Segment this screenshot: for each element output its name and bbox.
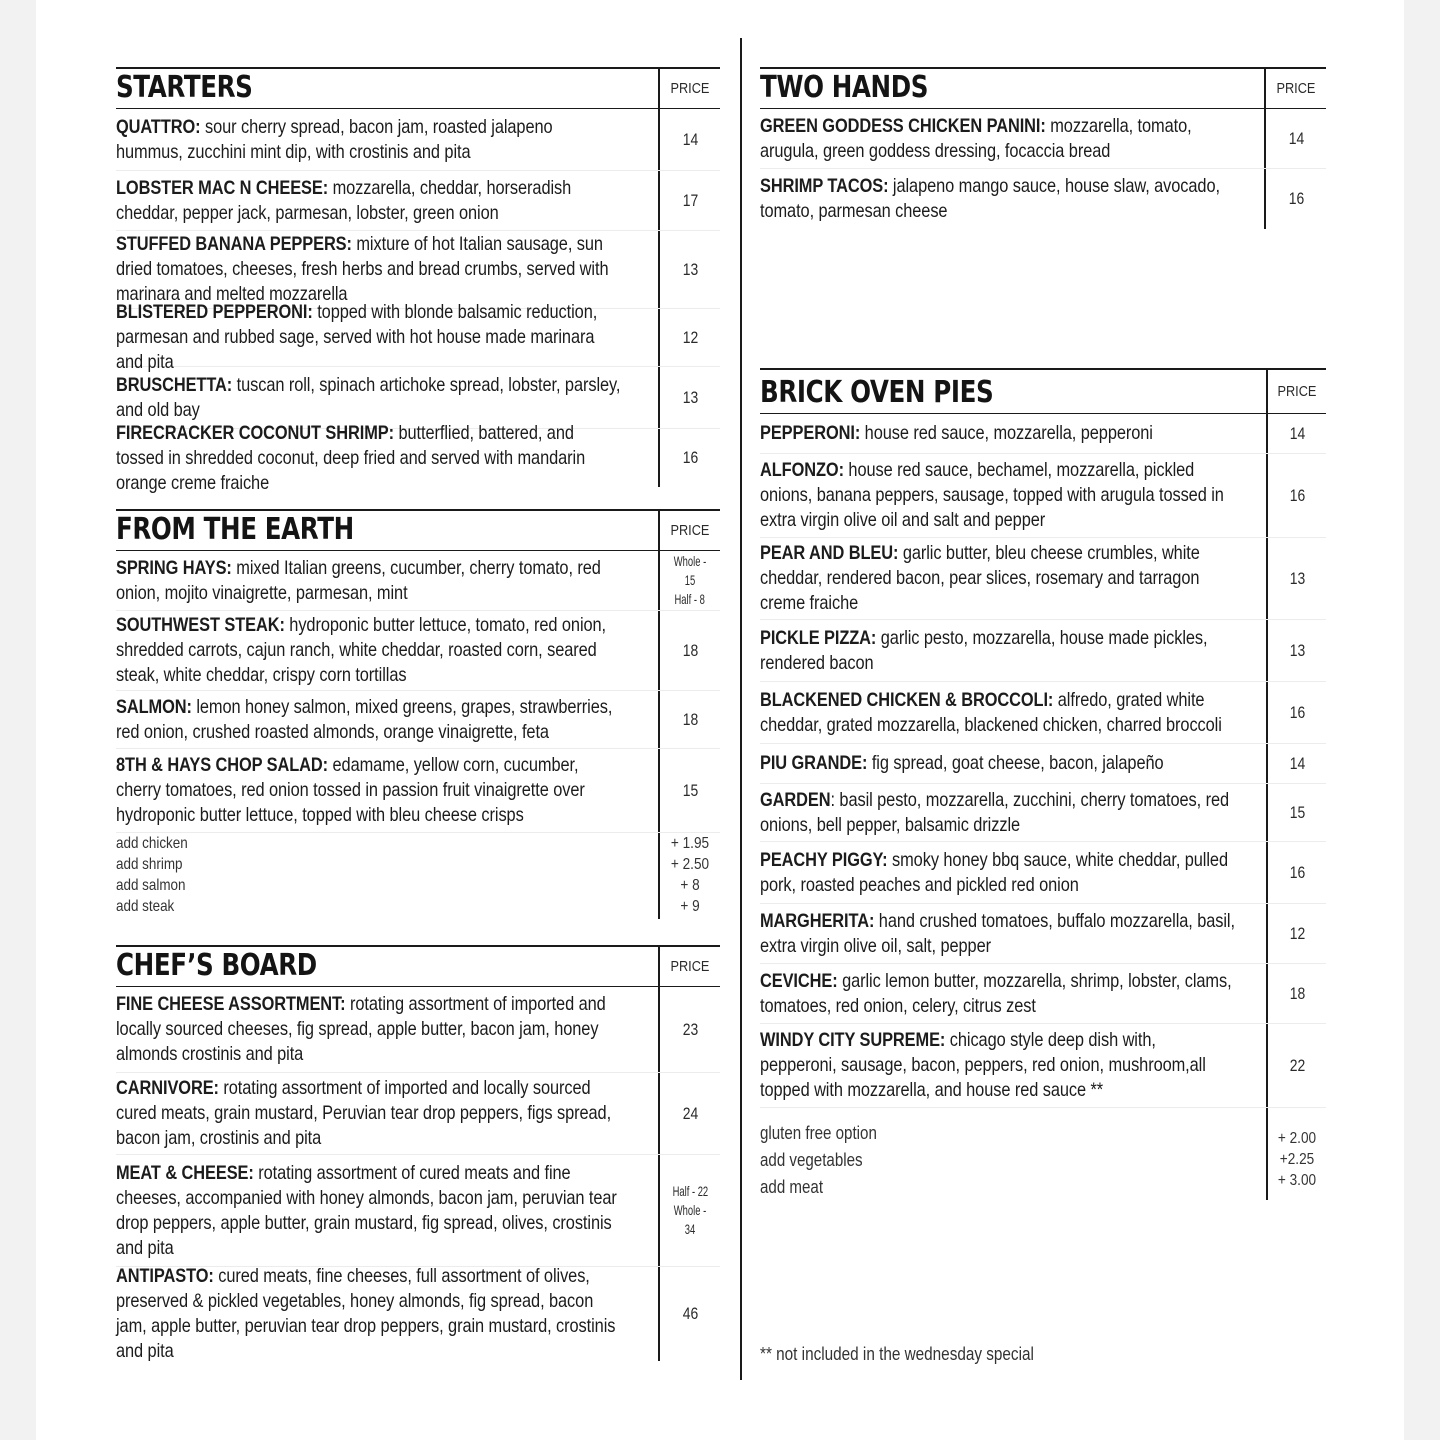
addon-prices [1268, 1128, 1326, 1191]
item-price: 16 [682, 448, 698, 467]
addon-price: + 2.50 [670, 856, 710, 873]
item-name: MEAT & CHEESE: [116, 1161, 254, 1184]
item-description: tuscan roll, spinach artichoke spread, lobster, parsley, and old bay [116, 373, 621, 421]
item-description: garlic lemon butter, mozzarella, shrimp, lobster, clams, tomatoes, red onion, celery, citrus zest [760, 969, 1232, 1017]
item-name: LOBSTER MAC N CHEESE: [116, 176, 329, 199]
item-name: SOUTHWEST STEAK: [116, 614, 285, 636]
item-description: chicago style deep dish with, pepperoni, sausage, bacon, peppers, red onion, mushroom,all topped with mozzarella, and house red sauce ** [760, 1029, 1206, 1101]
section-brick-oven-pies [760, 368, 1326, 1200]
menu-item [116, 231, 720, 309]
addon-label: add salmon [116, 877, 186, 894]
item-name: PEACHY PIGGY: [760, 848, 888, 871]
item-name: MARGHERITA: [760, 909, 875, 932]
item-price: 14 [1288, 128, 1304, 148]
menu-item [116, 749, 720, 833]
item-description: alfredo, grated white cheddar, grated mozzarella, blackened chicken, charred broccoli [760, 688, 1222, 736]
menu-item [760, 1024, 1326, 1108]
menu-item [116, 1073, 720, 1155]
item-description: hydroponic butter lettuce, tomato, red onion, shredded carrots, cajun ranch, white cheddar, roasted corn, seared steak, white cheddar, crispy corn tortillas [116, 614, 607, 686]
price-column-label: PRICE [1266, 370, 1326, 413]
menu-item [116, 987, 720, 1073]
section-title: BRICK OVEN PIES [760, 375, 994, 410]
item-description: jalapeno mango sauce, house slaw, avocado, tomato, parmesan cheese [760, 175, 1220, 222]
menu-item [116, 1155, 720, 1267]
item-price: 15 [1289, 802, 1305, 822]
item-price: 24 [682, 1103, 698, 1123]
menu-item [116, 109, 720, 171]
menu-item [116, 1267, 720, 1361]
menu-item [760, 538, 1326, 620]
addon-price: + 8 [680, 877, 700, 894]
item-description: fig spread, goat cheese, bacon, jalapeño [867, 752, 1164, 774]
item-price: 13 [1289, 568, 1305, 588]
item-name: GARDEN [760, 788, 831, 811]
item-price: 14 [1289, 753, 1305, 773]
menu-item [116, 551, 720, 611]
item-name: PIU GRANDE: [760, 752, 868, 774]
item-price: 14 [682, 129, 698, 149]
addon-label: add steak [116, 898, 175, 915]
item-name: ANTIPASTO: [116, 1265, 214, 1287]
item-name: GREEN GODDESS CHICKEN PANINI: [760, 114, 1046, 137]
item-description: topped with blonde balsamic reduction, parmesan and rubbed sage, served with hot house made marinara and pita [116, 301, 598, 373]
menu-item [760, 454, 1326, 538]
addon-price: + 2.00 [1277, 1130, 1317, 1147]
section-header [116, 509, 720, 551]
menu-item [116, 691, 720, 749]
item-name: STUFFED BANANA PEPPERS: [116, 233, 352, 255]
item-price: 15 [682, 780, 698, 800]
item-description: mozzarella, cheddar, horseradish cheddar, pepper jack, parmesan, lobster, green onion [116, 176, 572, 224]
item-description: rotating assortment of cured meats and fine cheeses, accompanied with honey almonds, bacon jam, peruvian tear drop peppers, apple butter, grain mustard, fig spread, olives, crostinis and pita [116, 1161, 617, 1259]
item-description: house red sauce, bechamel, mozzarella, pickled onions, banana peppers, sausage, topped with arugula tossed in extra virgin olive oil and salt and pepper [760, 459, 1224, 531]
item-price: 12 [682, 327, 698, 347]
item-price: 12 [1289, 923, 1305, 943]
menu-item [760, 784, 1326, 842]
price-column-label: PRICE [658, 511, 720, 550]
item-name: FIRECRACKER COCONUT SHRIMP: [116, 421, 395, 444]
item-price: 17 [682, 190, 698, 210]
item-name: 8TH & HAYS CHOP SALAD: [116, 754, 329, 776]
item-price: 13 [682, 259, 698, 279]
menu-item [116, 171, 720, 231]
section-header [116, 945, 720, 987]
menu-item [760, 744, 1326, 784]
item-description: : basil pesto, mozzarella, zucchini, cherry tomatoes, red onions, bell pepper, balsamic drizzle [760, 788, 1229, 836]
addons-block [116, 833, 720, 919]
menu-item [116, 611, 720, 691]
addon-label: add meat [760, 1177, 824, 1197]
items-list [116, 109, 720, 494]
item-description: smoky honey bbq sauce, white cheddar, pulled pork, roasted peaches and pickled red onion [760, 848, 1228, 896]
item-name: SPRING HAYS: [116, 556, 232, 579]
price-column-label: PRICE [658, 947, 720, 986]
addon-price: + 3.00 [1277, 1172, 1317, 1189]
item-name: CARNIVORE: [116, 1077, 219, 1099]
item-price: 46 [682, 1304, 698, 1323]
item-price: 16 [1289, 485, 1305, 505]
addon-label: add vegetables [760, 1150, 863, 1170]
addons-list [760, 1120, 877, 1200]
item-name: PEAR AND BLEU: [760, 542, 899, 564]
section-header [760, 67, 1326, 109]
item-name: BRUSCHETTA: [116, 373, 233, 396]
section-from-the-earth [116, 509, 720, 919]
item-price: Half - 22 Whole - 34 [672, 1183, 708, 1237]
addons-block [760, 1108, 1326, 1200]
addons-list [116, 833, 188, 919]
menu-item [760, 414, 1326, 454]
addon-price: + 9 [680, 898, 700, 915]
addon-label: gluten free option [760, 1123, 877, 1143]
addon-price: + 1.95 [670, 835, 710, 852]
item-name: QUATTRO: [116, 115, 201, 138]
section-title: STARTERS [116, 70, 253, 105]
item-description: sour cherry spread, bacon jam, roasted jalapeno hummus, zucchini mint dip, with crostinis and pita [116, 115, 553, 163]
item-price: 18 [682, 709, 698, 729]
section-title: FROM THE EARTH [116, 512, 354, 547]
items-list [116, 987, 720, 1361]
section-header [116, 67, 720, 109]
section-header [760, 368, 1326, 414]
item-description: rotating assortment of imported and locally sourced cheeses, fig spread, apple butter, bacon jam, honey almonds crostinis and pita [116, 993, 606, 1065]
item-price: 13 [1289, 640, 1305, 660]
item-description: lemon honey salmon, mixed greens, grapes, strawberries, red onion, crushed roasted almonds, orange vinaigrette, feta [116, 695, 613, 743]
item-name: BLACKENED CHICKEN & BROCCOLI: [760, 688, 1054, 711]
section-two-hands [760, 67, 1326, 229]
item-price: 18 [1289, 983, 1305, 1003]
menu-item [760, 964, 1326, 1024]
item-price: 18 [682, 640, 698, 660]
item-price: 16 [1289, 702, 1305, 722]
menu-item [760, 169, 1326, 229]
item-description: hand crushed tomatoes, buffalo mozzarella, basil, extra virgin olive oil, salt, pepper [760, 909, 1235, 957]
section-title: CHEF’S BOARD [116, 948, 317, 983]
item-description: rotating assortment of imported and locally sourced cured meats, grain mustard, Peruvian tear drop peppers, figs spread, bacon jam, crostinis and pita [116, 1077, 612, 1149]
item-price: 14 [1289, 423, 1305, 443]
addon-prices [660, 833, 720, 917]
item-price: 23 [682, 1019, 698, 1039]
item-name: SHRIMP TACOS: [760, 175, 889, 197]
menu-item [760, 842, 1326, 904]
item-name: PEPPERONI: [760, 422, 861, 444]
column-divider [740, 38, 742, 1380]
item-name: PICKLE PIZZA: [760, 626, 877, 649]
item-price: 16 [1289, 862, 1305, 882]
items-list [760, 414, 1326, 1200]
item-description: butterflied, battered, and tossed in shredded coconut, deep fried and served with mandarin orange creme fraiche [116, 421, 586, 494]
section-chefs-board [116, 945, 720, 1361]
menu-item [760, 620, 1326, 682]
price-column-label: PRICE [658, 69, 720, 108]
addon-label: add chicken [116, 835, 188, 852]
addon-price: +2.25 [1279, 1151, 1315, 1168]
section-starters [116, 67, 720, 494]
section-title: TWO HANDS [760, 70, 929, 105]
item-name: FINE CHEESE ASSORTMENT: [116, 993, 346, 1015]
item-description: mozzarella, tomato, arugula, green goddess dressing, focaccia bread [760, 114, 1192, 162]
item-price: 16 [1288, 189, 1304, 208]
item-name: ALFONZO: [760, 459, 844, 481]
item-name: SALMON: [116, 695, 192, 718]
price-column-label: PRICE [1264, 69, 1326, 108]
item-price: 13 [682, 387, 698, 407]
item-price: Whole - 15 Half - 8 [673, 553, 707, 607]
items-list [760, 109, 1326, 229]
item-price: 22 [1289, 1055, 1305, 1075]
item-description: edamame, yellow corn, cucumber, cherry tomatoes, red onion tossed in passion fruit vinaigrette over hydroponic butter lettuce, topped with bleu cheese crisps [116, 754, 585, 826]
item-description: mixture of hot Italian sausage, sun dried tomatoes, cheeses, fresh herbs and bread crumbs, served with marinara and melted mozzarella [116, 233, 609, 305]
footnote: ** not included in the wednesday special [760, 1344, 1034, 1364]
menu-item [760, 682, 1326, 744]
item-description: garlic pesto, mozzarella, house made pickles, rendered bacon [760, 626, 1208, 674]
addon-label: add shrimp [116, 856, 183, 873]
menu-item [116, 301, 720, 373]
menu-item [116, 421, 720, 494]
menu-item [760, 904, 1326, 964]
item-name: CEVICHE: [760, 969, 838, 992]
item-name: WINDY CITY SUPREME: [760, 1029, 946, 1051]
menu-item [760, 109, 1326, 169]
item-description: garlic butter, bleu cheese crumbles, white cheddar, rendered bacon, pear slices, rosemary and tarragon creme fraiche [760, 542, 1200, 614]
item-description: house red sauce, mozzarella, pepperoni [860, 422, 1153, 444]
item-name: BLISTERED PEPPERONI: [116, 301, 313, 323]
items-list [116, 551, 720, 919]
item-description: mixed Italian greens, cucumber, cherry tomato, red onion, mojito vinaigrette, parmesan, mint [116, 556, 601, 604]
item-description: cured meats, fine cheeses, full assortment of olives, preserved & pickled vegetables, honey almonds, fig spread, bacon jam, apple butter, peruvian tear drop peppers, grain mustard, crostinis and pita [116, 1265, 616, 1362]
